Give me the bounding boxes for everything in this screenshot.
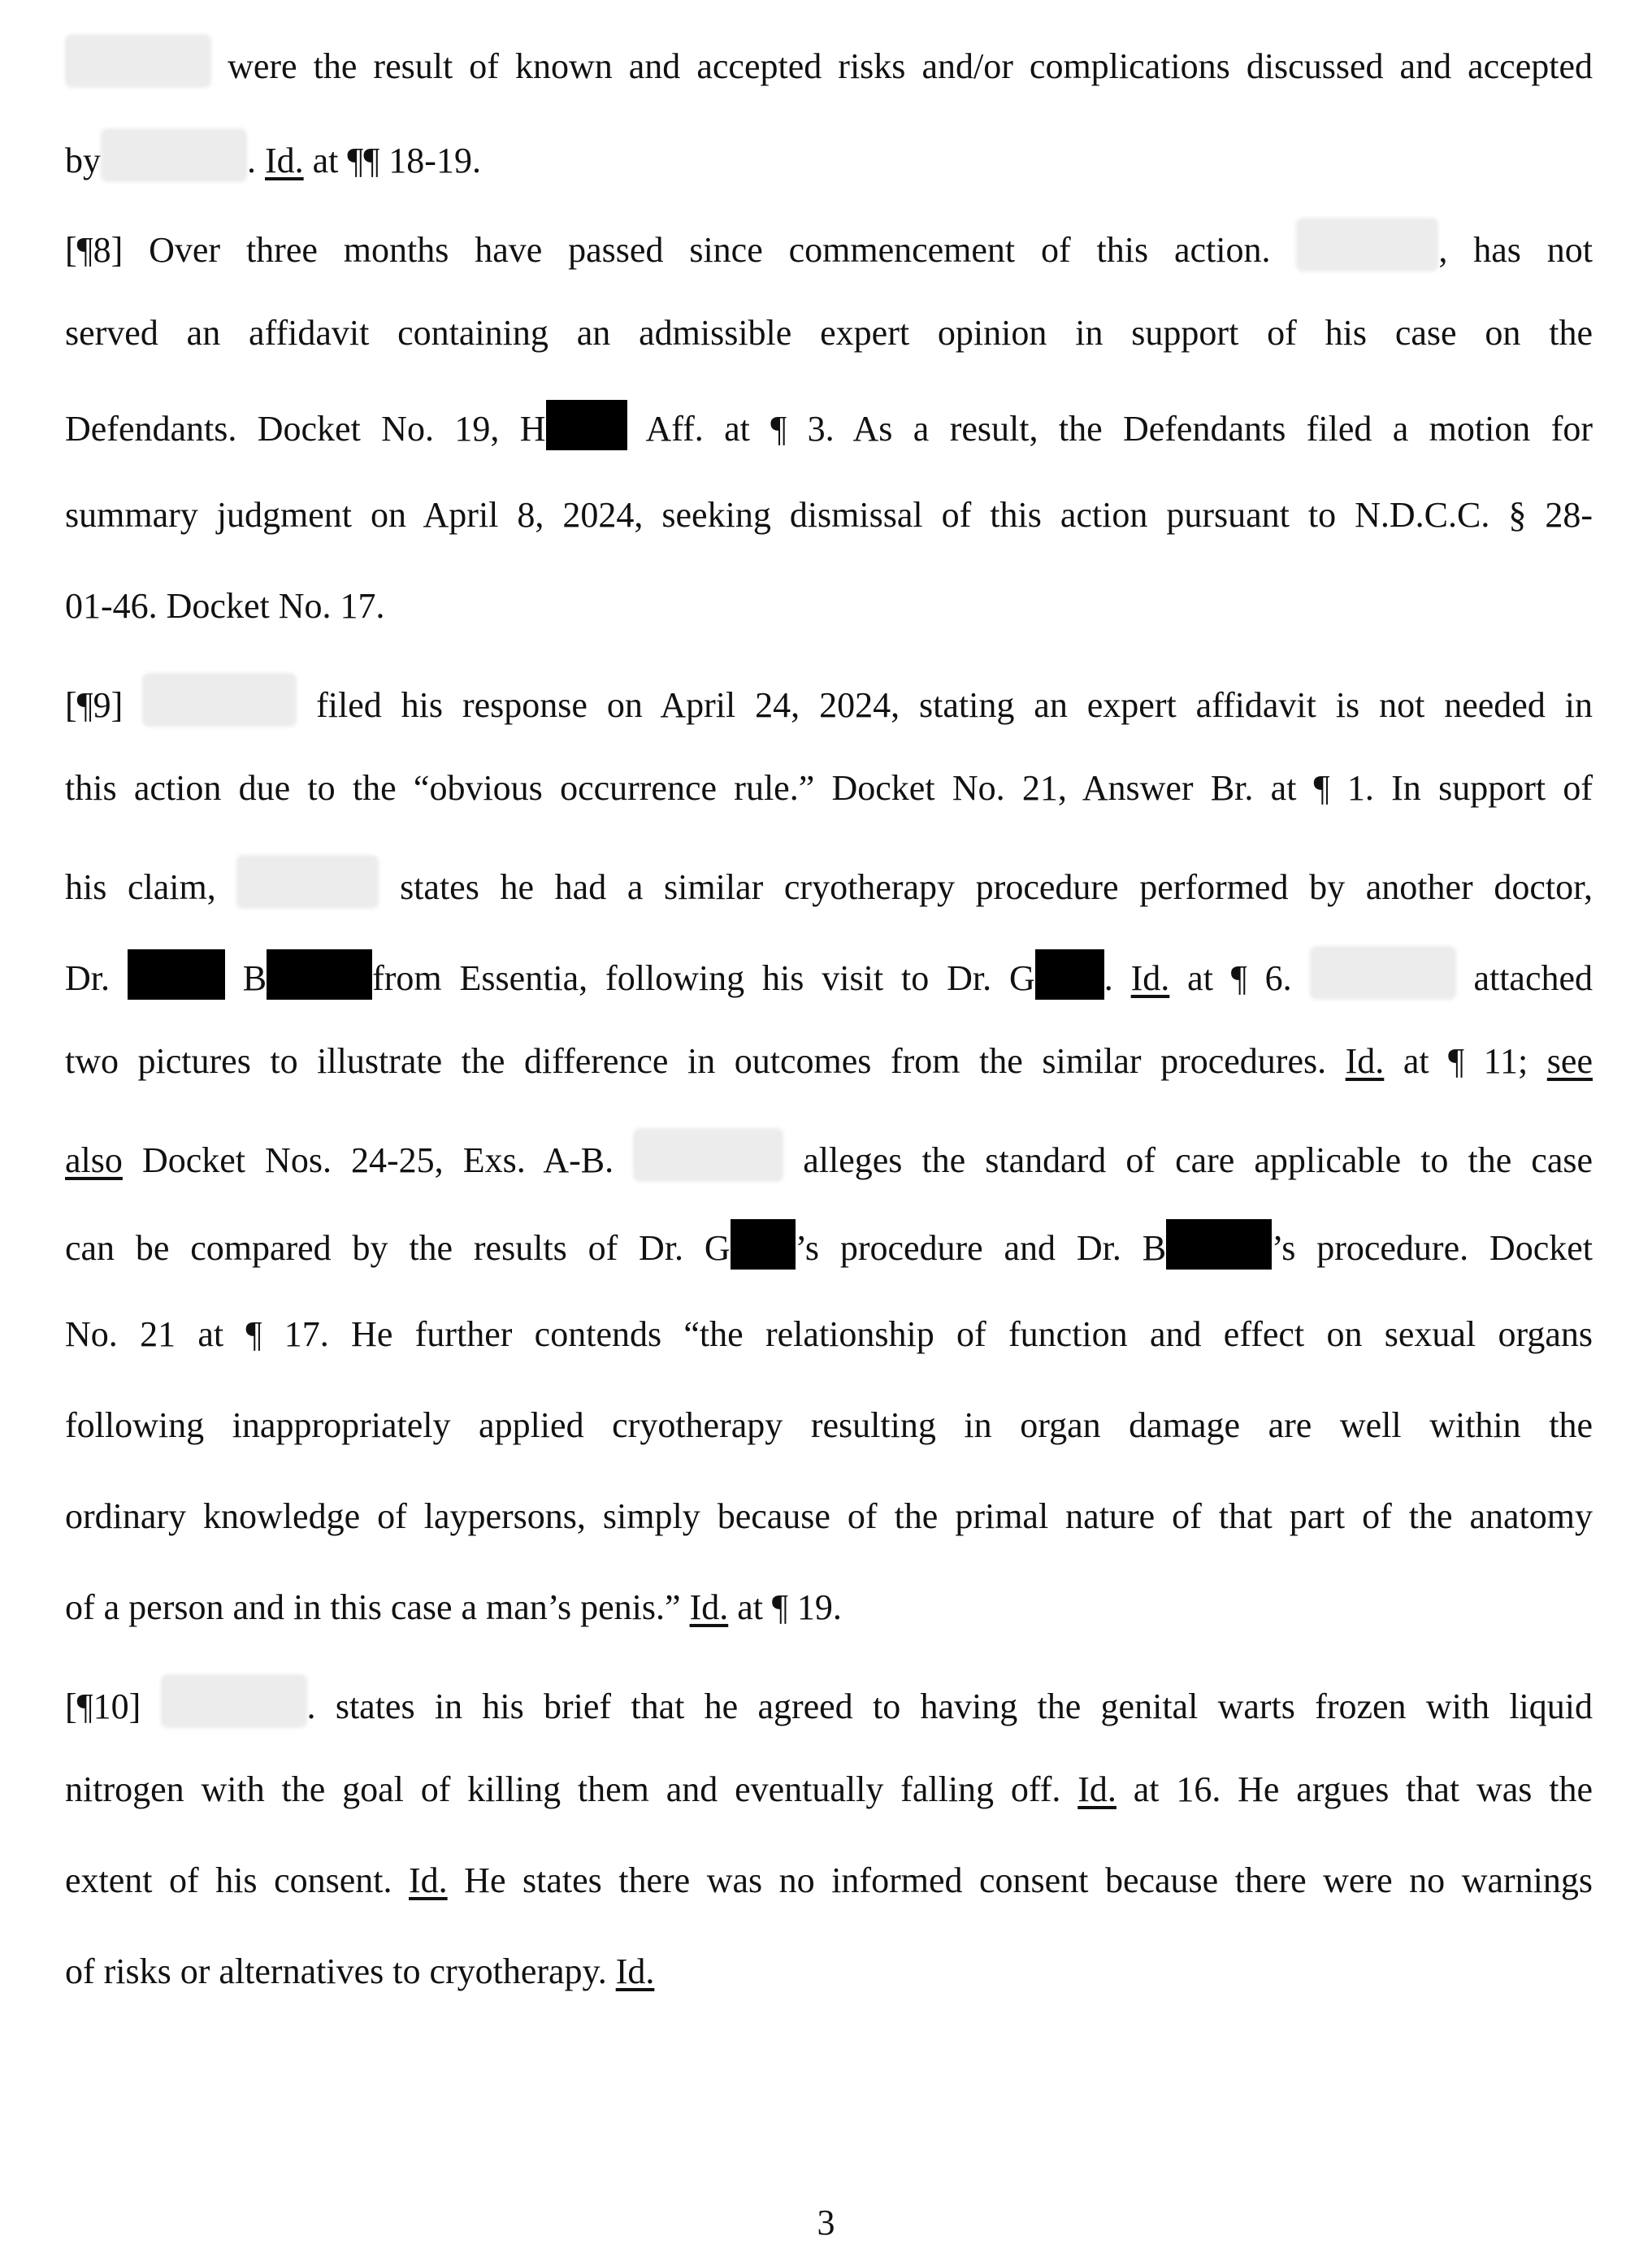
- text-line-7: 01-46. Docket No. 17.: [65, 586, 385, 626]
- redaction-box: [1035, 949, 1104, 1000]
- text-line-3: [¶8] Over three months have passed since commencement of this action. , has not: [65, 218, 1593, 275]
- text-line-1: were the result of known and accepted risks and/or complications discussed and accepted: [65, 34, 1593, 91]
- text-line-12: two pictures to illustrate the difference in outcomes from the similar procedures. Id. at ¶ 11; see: [65, 1041, 1593, 1081]
- text-line-21: extent of his consent. Id. He states there was no informed consent because there were no warnings: [65, 1860, 1593, 1900]
- redaction-box: [731, 1219, 796, 1270]
- citation-id: Id.: [1130, 958, 1170, 998]
- text-line-19: [¶10] . states in his brief that he agreed to having the genital warts frozen with liquid: [65, 1674, 1593, 1731]
- citation-id: Id.: [409, 1860, 448, 1900]
- text-line-6: summary judgment on April 8, 2024, seeking dismissal of this action pursuant to N.D.C.C. § 28-: [65, 495, 1593, 535]
- redaction-box: [546, 400, 627, 450]
- citation-see: see: [1546, 1041, 1593, 1081]
- text-line-5: Defendants. Docket No. 19, H Aff. at ¶ 3. As a result, the Defendants filed a motion for: [65, 400, 1593, 454]
- redaction-blur: [1296, 218, 1438, 271]
- text-line-8: [¶9] filed his response on April 24, 2024, stating an expert affidavit is not needed in: [65, 673, 1593, 730]
- text-line-4: served an affidavit containing an admissible expert opinion in support of his case on the: [65, 313, 1593, 353]
- text-line-15: No. 21 at ¶ 17. He further contends “the relationship of function and effect on sexual organs: [65, 1314, 1593, 1354]
- text-line-9: this action due to the “obvious occurrence rule.” Docket No. 21, Answer Br. at ¶ 1. In support of: [65, 768, 1593, 808]
- citation-also: also: [65, 1140, 123, 1180]
- paragraph-marker: [¶8]: [65, 230, 124, 270]
- redaction-blur: [1310, 946, 1456, 1000]
- redaction-blur: [65, 34, 211, 88]
- paragraph-marker: [¶9]: [65, 685, 124, 725]
- text-line-16: following inappropriately applied cryotherapy resulting in organ damage are well within the: [65, 1405, 1593, 1445]
- text-line-22: of risks or alternatives to cryotherapy. Id.: [65, 1951, 655, 1991]
- citation-id: Id.: [615, 1951, 655, 1991]
- redaction-blur: [633, 1128, 783, 1182]
- redaction-box: [128, 949, 225, 1000]
- paragraph-marker: [¶10]: [65, 1686, 141, 1726]
- redaction-blur: [101, 128, 247, 182]
- citation-id: Id.: [689, 1587, 729, 1627]
- text-line-18: of a person and in this case a man’s penis.” Id. at ¶ 19.: [65, 1587, 842, 1627]
- text-line-20: nitrogen with the goal of killing them and eventually falling off. Id. at 16. He argues that was the: [65, 1769, 1593, 1809]
- text-line-13: also Docket Nos. 24-25, Exs. A-B. alleges the standard of care applicable to the case: [65, 1128, 1593, 1185]
- redaction-blur: [142, 673, 297, 727]
- text-line-10: his claim, states he had a similar cryotherapy procedure performed by another doctor,: [65, 855, 1593, 912]
- text-line-2: by . Id. at ¶¶ 18-19.: [65, 128, 1593, 185]
- text-line-11: Dr. B from Essentia, following his visit to Dr. G . Id. at ¶ 6. attached: [65, 946, 1593, 1003]
- text-line-14: can be compared by the results of Dr. G ’s procedure and Dr. B ’s procedure. Docket: [65, 1219, 1593, 1273]
- citation-id: Id.: [265, 141, 304, 180]
- redaction-box: [1166, 1219, 1272, 1270]
- redaction-blur: [236, 855, 379, 909]
- redaction-box: [267, 949, 372, 1000]
- page-number: 3: [817, 2203, 835, 2242]
- redaction-blur: [161, 1674, 307, 1728]
- citation-id: Id.: [1077, 1769, 1117, 1809]
- text-line-17: ordinary knowledge of laypersons, simply because of the primal nature of that part of the anatomy: [65, 1496, 1593, 1536]
- citation-id: Id.: [1345, 1041, 1385, 1081]
